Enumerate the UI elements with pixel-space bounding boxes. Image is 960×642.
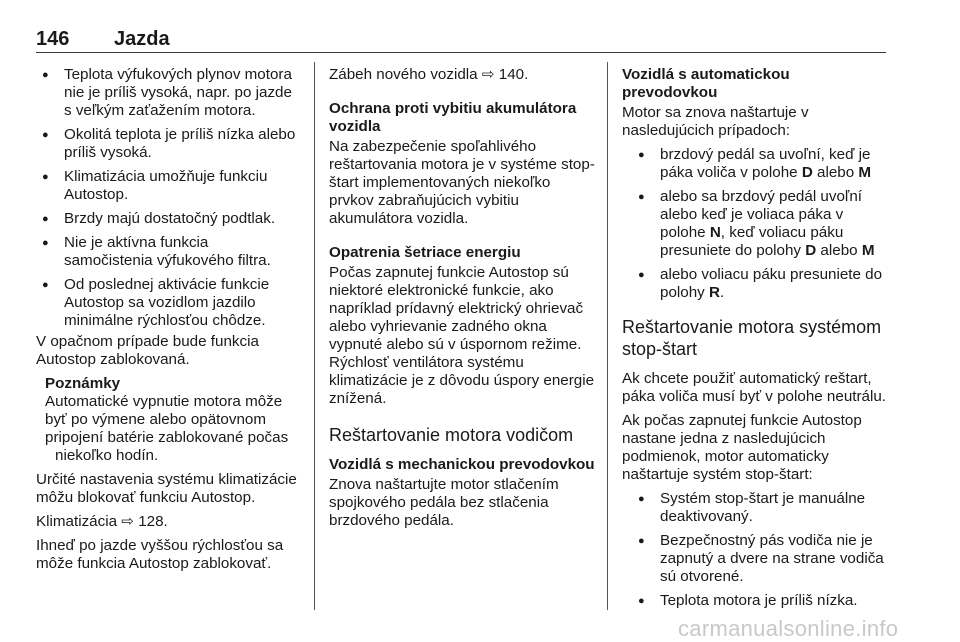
paragraph: Znova naštartujte motor stlačením spojkového pedála bez stlačenia brzdového pedála.: [329, 476, 559, 529]
note-line: pripojení batérie zablokované počas niekoľko hodín.: [45, 429, 289, 464]
list-item: ● Systém stop-štart je manuálne deaktivovaný.: [632, 490, 888, 526]
column-divider: [314, 62, 315, 610]
cross-reference: Klimatizácia ⇨ 128.: [36, 513, 168, 530]
list-item: ● Bezpečnostný pás vodiča nie je zapnutý a dvere na strane vodiča sú otvorené.: [632, 532, 888, 586]
page-header: [36, 28, 886, 53]
watermark: carmanualsonline.info: [678, 616, 899, 641]
section-title: Jazda: [114, 28, 170, 50]
paragraph: Motor sa znova naštartuje v nasledujúcich prípadoch:: [622, 104, 809, 139]
note-block: [45, 375, 298, 465]
paragraph: Počas zapnutej funkcie Autostop sú niektoré elektronické funkcie, ako napríklad prídavný elektrický ohrievač alebo vyhrievanie zadného okna vypnuté alebo sú v úspornom režime. Rýchlosť ventilátora systému klimatizácie je z dôvodu úspory energie znížená.: [329, 264, 595, 407]
column-middle: [329, 66, 595, 536]
page-number: 146: [36, 28, 70, 50]
column-divider: [607, 62, 608, 610]
column-left: [36, 66, 298, 579]
subheading-manual: Vozidlá s mechanickou prevodovkou: [329, 456, 595, 473]
column-right: [622, 66, 888, 616]
list-item: ● Okolitá teplota je príliš nízka alebo príliš vysoká.: [36, 126, 298, 162]
subheading-energy: Opatrenia šetriace energiu: [329, 244, 521, 261]
note-title: Poznámky: [45, 375, 121, 392]
list-item: ● Klimatizácia umožňuje funkciu Autostop.: [36, 168, 298, 204]
list-item: ● alebo voliacu páku presuniete do polohy R.: [632, 266, 888, 302]
paragraph: Ak chcete použiť automatický reštart, páka voliča musí byť v polohe neutrálu.: [622, 370, 887, 405]
heading-system-restart: Reštartovanie motora systémom stop-štart: [622, 317, 882, 359]
paragraph: Ak počas zapnutej funkcie Autostop nastane jedna z nasledujúcich podmienok, motor automaticky naštartuje systém stop-štart:: [622, 412, 862, 483]
list-item: ● brzdový pedál sa uvoľní, keď je páka voliča v polohe D alebo M: [632, 146, 888, 182]
note-line: Automatické vypnutie motora môže byť po výmene alebo opätovnom: [45, 393, 283, 428]
cross-reference: Zábeh nového vozidla ⇨ 140.: [329, 66, 529, 83]
paragraph: Ihneď po jazde vyššou rýchlosťou sa môže funkcia Autostop zablokovať.: [36, 537, 284, 572]
list-item: ● Brzdy majú dostatočný podtlak.: [36, 210, 298, 228]
list-item: ● Od poslednej aktivácie funkcie Autostop sa vozidlom jazdilo minimálne rýchlosťou chôdze.: [36, 276, 298, 330]
list-item: ● Nie je aktívna funkcia samočistenia výfukového filtra.: [36, 234, 298, 270]
condition-list: [36, 66, 298, 330]
list-item: ● alebo sa brzdový pedál uvoľní alebo keď je voliaca páka v polohe N, keď voliacu páku presuniete do polohy D alebo M: [632, 188, 888, 260]
paragraph: V opačnom prípade bude funkcia Autostop zablokovaná.: [36, 333, 259, 368]
subheading-battery: Ochrana proti vybitiu akumulátora vozidla: [329, 100, 577, 135]
note-body: [45, 393, 298, 465]
paragraph: Určité nastavenia systému klimatizácie môžu blokovať funkciu Autostop.: [36, 471, 297, 506]
subheading-automatic: Vozidlá s automatickou prevodovkou: [622, 66, 790, 101]
paragraph: Na zabezpečenie spoľahlivého reštartovania motora je v systéme stop-štart implementovaných niekoľko prvkov zabraňujúcich vybitiu akumulátora vozidla.: [329, 138, 595, 227]
list-item: ● Teplota motora je príliš nízka.: [632, 592, 888, 610]
condition-list-system: [622, 490, 888, 610]
restart-list: [622, 146, 888, 302]
heading-driver-restart: Reštartovanie motora vodičom: [329, 425, 574, 445]
list-item: ● Teplota výfukových plynov motora nie je príliš vysoká, napr. po jazde s veľkým zaťažením motora.: [36, 66, 298, 120]
